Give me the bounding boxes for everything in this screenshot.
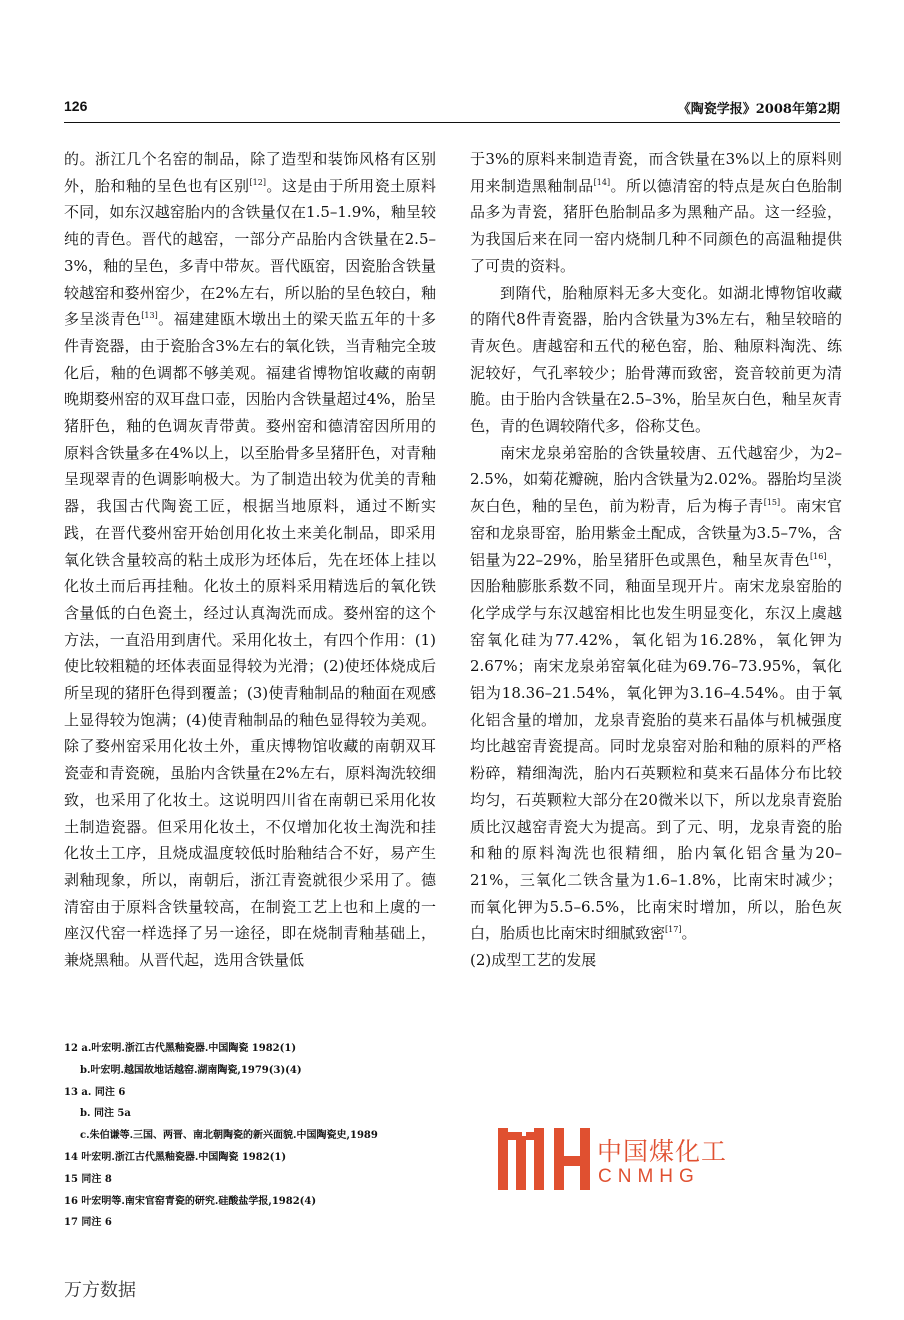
running-header [64, 96, 840, 120]
logo-chinese-text: 中国煤化工 [597, 1138, 728, 1166]
right-paragraph-3: 南宋龙泉弟窑胎的含铁量较唐、五代越窑少，为2–2.5%，如菊花瓣碗，胎内含铁量为2.02%。器胎均呈淡灰白色，釉的呈色，前为粉青，后为梅子青[15]。南宋官窑和龙泉哥窑，胎用紫金土配成，含铁量为3.5–7%，含铝量为22–29%，胎呈猪肝色或黑色，釉呈灰青色[16]，因胎釉膨胀系数不同，釉面呈现开片。南宋龙泉窑胎的化学成学与东汉越窑相比也发生明显变化，东汉上虞越窑氧化硅为77.42%，氧化铝为16.28%，氧化钾为2.67%；南宋龙泉弟窑氧化硅为69.76–73.95%，氧化铝为18.36–21.54%，氧化钾为3.16–4.54%。由于氧化铝含量的增加，龙泉青瓷胎的莫来石晶体与机械强度均比越窑青瓷提高。同时龙泉窑对胎和釉的原料的严格粉碎，精细淘洗，胎内石英颗粒和莫来石晶体分布比较均匀，石英颗粒大部分在20微米以下，所以龙泉青瓷胎质比汉越窑青瓷大为提高。到了元、明，龙泉青瓷的胎和釉的原料淘洗也很精细，胎内氧化铝含量为20–21%，三氧化二铁含量为1.6–1.8%，比南宋时减少；而氧化钾为5.5–6.5%，比南宋时增加，所以，胎色灰白，胎质也比南宋时细腻致密[17]。 [470, 443, 842, 943]
left-paragraph: 的。浙江几个名窑的制品，除了造型和装饰风格有区别外，胎和釉的呈色也有区别[12]。这是由于所用瓷土原料不同，如东汉越窑胎内的含铁量仅在1.5–1.9%，釉呈较纯的青色。晋代的越窑，一部分产品胎内含铁量在2.5–3%，釉的呈色，多青中带灰。晋代瓯窑，因瓷胎含铁量较越窑和婺州窑少，在2%左右，所以胎的呈色较白，釉多呈淡青色[13]。福建建瓯木墩出土的梁天监五年的十多件青瓷器，由于瓷胎含3%左右的氧化铁，当青釉完全玻化后，釉的色调都不够美观。福建省博物馆收藏的南朝晚期婺州窑的双耳盘口壶，因胎内含铁量超过4%，胎呈猪肝色，釉的色调灰青带黄。婺州窑和德清窑因所用的原料含铁量多在4%以上，以至胎骨多呈猪肝色，对青釉呈现翠青的色调影响极大。为了制造出较为优美的青釉器，我国古代陶瓷工匠，根据当地原料，通过不断实践，在晋代婺州窑开始创用化妆土来美化制品，即采用氧化铁含量较高的粘土成形为坯体后，先在坯体上挂以化妆土而后再挂釉。化妆土的原料采用精选后的氧化铁含量低的白色瓷土，经过认真淘洗而成。婺州窑的这个方法，一直沿用到唐代。采用化妆土，有四个作用：(1)使比较粗糙的坯体表面显得较为光滑；(2)使坯体烧成后所呈现的猪肝色得到覆盖；(3)使青釉制品的釉面在观感上显得较为饱满；(4)使青釉制品的釉色显得较为美观。除了婺州窑采用化妆土外，重庆博物馆收藏的南朝双耳瓷壶和青瓷碗，虽胎内含铁量在2%左右，原料淘洗较细致，也采用了化妆土。这说明四川省在南朝已采用化妆土制造瓷器。但采用化妆土，不仅增加化妆土淘洗和挂化妆土工序，且烧成温度较低时胎釉结合不好，易产生剥釉现象，所以，南朝后，浙江青瓷就很少采用了。德清窑由于原料含铁量较高，在制瓷工艺上也和上虞的一座汉代窑一样选择了另一途径，即在烧制青釉基础上，兼烧黑釉。从晋代起，选用含铁量低 [64, 150, 436, 970]
database-watermark: 万方数据 [64, 1280, 136, 1300]
citation: [13] [141, 311, 158, 321]
footnotes [64, 1038, 484, 1234]
logo-english-text: CNMHG [598, 1166, 700, 1187]
page-number: 126 [64, 98, 88, 114]
footnote: c.朱伯谦等.三国、两晋、南北朝陶瓷的新兴面貌.中国陶瓷史,1989 [80, 1130, 378, 1142]
footnote: 15 同注 8 [64, 1173, 112, 1185]
footnote: 17 同注 6 [64, 1217, 112, 1229]
footnote: 12 a.叶宏明.浙江古代黑釉瓷器.中国陶瓷 1982(1) [64, 1043, 297, 1054]
header-rule [64, 122, 840, 123]
section-heading: (2)成型工艺的发展 [470, 951, 597, 970]
left-column [64, 146, 436, 974]
citation: [16] [810, 551, 827, 561]
right-paragraph-1: 于3%的原料来制造青瓷，而含铁量在3%以上的原料则用来制造黑釉制品[14]。所以德清窑的特点是灰白色胎制品多为青瓷，猪肝色胎制品多为黑釉产品。这一经验，为我国后来在同一窑内烧制几种不同颜色的高温釉提供了可贵的资料。 [470, 150, 842, 275]
right-column [470, 146, 842, 974]
footnote: 16 叶宏明等.南宋官窑青瓷的研究.硅酸盐学报,1982(4) [64, 1195, 317, 1207]
footnote: 14 叶宏明.浙江古代黑釉瓷器.中国陶瓷 1982(1) [64, 1151, 287, 1163]
citation: [15] [763, 498, 781, 508]
footnote: b. 同注 5a [80, 1108, 131, 1120]
citation: [12] [249, 177, 266, 187]
citation: [17] [665, 925, 682, 935]
citation: [14] [593, 177, 611, 187]
footnote: b.叶宏明.越国故地话越窑.湖南陶瓷,1979(3)(4) [80, 1064, 302, 1076]
journal-title: 《陶瓷学报》2008年第2期 [677, 102, 840, 117]
footnote: 13 a. 同注 6 [64, 1086, 126, 1098]
right-paragraph-2: 到隋代，胎釉原料无多大变化。如湖北博物馆收藏的隋代8件青瓷器，胎内含铁量为3%左右，釉呈较暗的青灰色。唐越窑和五代的秘色窑，胎、釉原料淘洗、练泥较好，气孔率较少；胎骨薄而致密，瓷音较前更为清脆。由于胎内含铁量在2.5–3%，胎呈灰白色，釉呈灰青色，青的色调较隋代多，俗称艾色。 [470, 283, 842, 436]
